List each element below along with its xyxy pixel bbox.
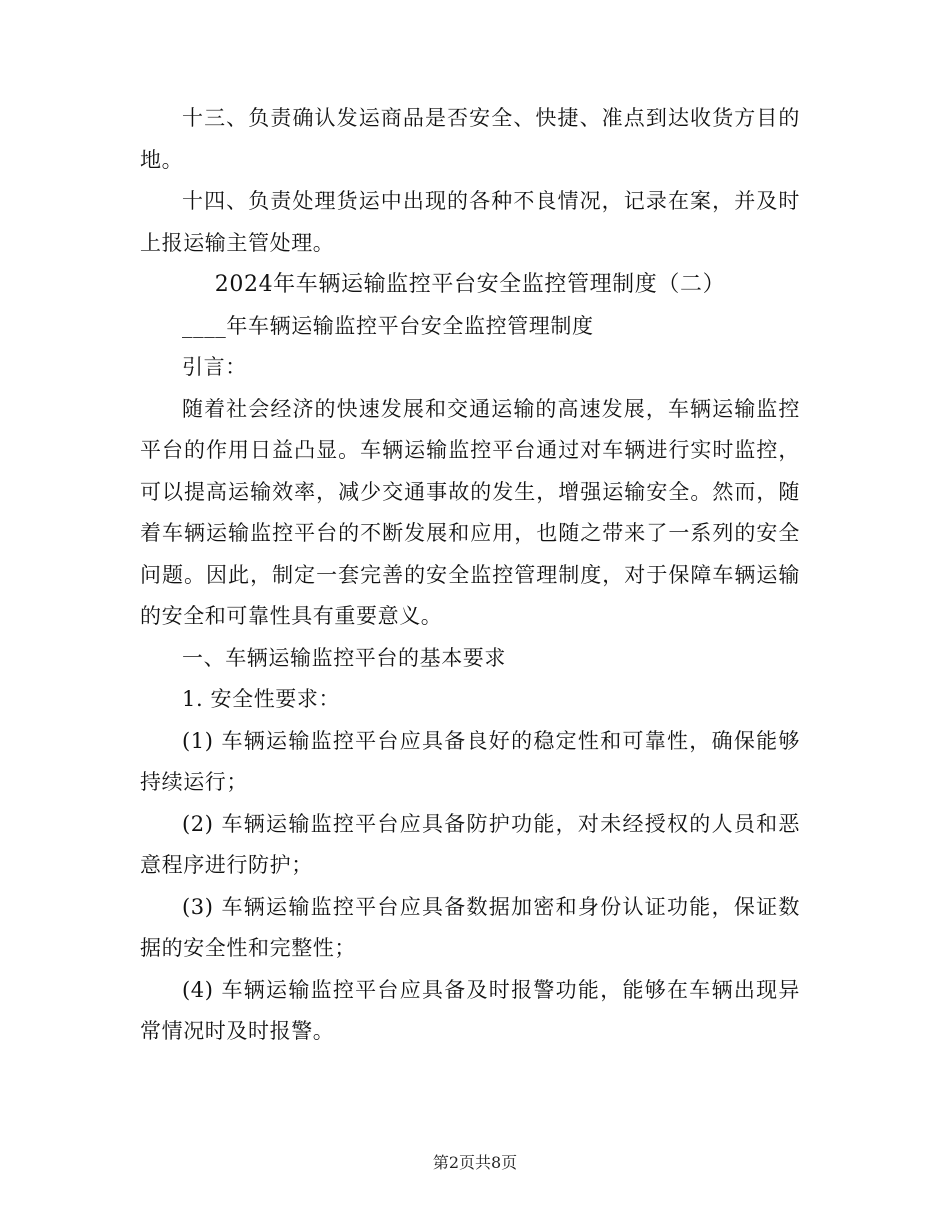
section-heading: 2024年车辆运输监控平台安全监控管理制度（二）	[214, 272, 726, 297]
list-item: (4) 车辆运输监控平台应具备及时报警功能，能够在车辆出现异常情况时及时报警。	[140, 977, 800, 1043]
paragraph: 引言：	[182, 355, 247, 379]
paragraph: 十四、负责处理货运中出现的各种不良情况，记录在案，并及时上报运输主管处理。	[140, 189, 800, 255]
page-number: 第2页共8页	[432, 1153, 518, 1172]
list-item: (1) 车辆运输监控平台应具备良好的稳定性和可靠性，确保能够持续运行；	[140, 728, 800, 794]
paragraph: 1. 安全性要求：	[182, 687, 341, 711]
list-item: (2) 车辆运输监控平台应具备防护功能，对未经授权的人员和恶意程序进行防护；	[140, 811, 800, 877]
document-title-line: ____年车辆运输监控平台安全监控管理制度	[182, 313, 594, 338]
paragraph: 随着社会经济的快速发展和交通运输的高速发展，车辆运输监控平台的作用日益凸显。车辆运输监控平台通过对车辆进行实时监控，可以提高运输效率，减少交通事故的发生，增强运输安全。然而，随着车辆运输监控平台的不断发展和应用，也随之带来了一系列的安全问题。因此，制定一套完善的安全监控管理制度，对于保障车辆运输的安全和可靠性具有重要意义。	[140, 396, 800, 628]
paragraph: 十三、负责确认发运商品是否安全、快捷、准点到达收货方目的地。	[140, 106, 800, 172]
list-item: (3) 车辆运输监控平台应具备数据加密和身份认证功能，保证数据的安全性和完整性；	[140, 894, 800, 960]
paragraph: 一、车辆运输监控平台的基本要求	[182, 645, 506, 670]
document-body	[140, 98, 800, 1053]
